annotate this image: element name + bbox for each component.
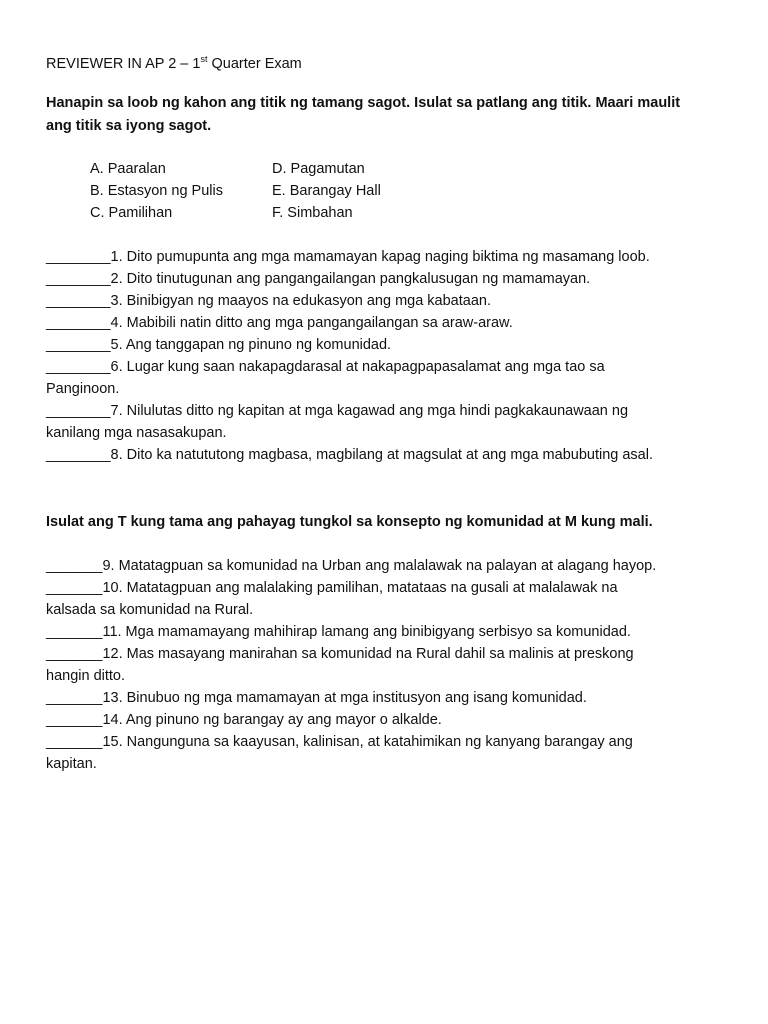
section1-instruction-line1: Hanapin sa loob ng kahon ang titik ng tamang sagot. Isulat sa patlang ang titik. Maari maulit bbox=[46, 95, 681, 111]
section2-instruction: Isulat ang T kung tama ang pahayag tungkol sa konsepto ng komunidad at M kung mali. bbox=[46, 514, 653, 530]
choices-left-column bbox=[90, 160, 223, 226]
question-line: _______11. Mga mamamayang mahihirap lamang ang binibigyang serbisyo sa komunidad. bbox=[46, 624, 631, 640]
question-line: Panginoon. bbox=[46, 381, 120, 397]
choice-item: B. Estasyon ng Pulis bbox=[90, 183, 223, 199]
question-line: hangin ditto. bbox=[46, 668, 126, 684]
title-prefix: REVIEWER IN AP 2 – 1 bbox=[46, 56, 201, 72]
choice-item: C. Pamilihan bbox=[90, 205, 173, 221]
question-line: kapitan. bbox=[46, 756, 97, 772]
question-line: ________1. Dito pumupunta ang mga mamamayan kapag naging biktima ng masamang loob. bbox=[46, 249, 650, 265]
question-line: ________8. Dito ka natututong magbasa, magbilang at magsulat at ang mga mabubuting asal. bbox=[46, 447, 653, 463]
question-line: ________7. Nilulutas ditto ng kapitan at mga kagawad ang mga hindi pagkakaunawaan ng bbox=[46, 403, 629, 419]
question-line: _______9. Matatagpuan sa komunidad na Urban ang malalawak na palayan at alagang hayop. bbox=[46, 558, 657, 574]
section1-instruction-line2: ang titik sa iyong sagot. bbox=[46, 118, 212, 134]
question-line: _______10. Matatagpuan ang malalaking pamilihan, matataas na gusali at malalawak na bbox=[46, 580, 618, 596]
choice-item: E. Barangay Hall bbox=[272, 183, 381, 199]
question-line: ________4. Mabibili natin ditto ang mga pangangailangan sa araw-araw. bbox=[46, 315, 513, 331]
page-title bbox=[46, 50, 302, 73]
question-line: ________3. Binibigyan ng maayos na edukasyon ang mga kabataan. bbox=[46, 293, 491, 309]
question-line: ________2. Dito tinutugunan ang pangangailangan pangkalusugan ng mamamayan. bbox=[46, 271, 591, 287]
choices-right-column bbox=[272, 160, 381, 226]
question-line: ________6. Lugar kung saan nakapagdarasal at nakapagpapasalamat ang mga tao sa bbox=[46, 359, 605, 375]
question-line: kalsada sa komunidad na Rural. bbox=[46, 602, 254, 618]
choice-item: F. Simbahan bbox=[272, 205, 353, 221]
question-line: ________5. Ang tanggapan ng pinuno ng komunidad. bbox=[46, 337, 392, 353]
question-line: _______13. Binubuo ng mga mamamayan at mga institusyon ang isang komunidad. bbox=[46, 690, 587, 706]
choice-item: A. Paaralan bbox=[90, 161, 166, 177]
question-line: _______14. Ang pinuno ng barangay ay ang mayor o alkalde. bbox=[46, 712, 442, 728]
question-line: _______12. Mas masayang manirahan sa komunidad na Rural dahil sa malinis at preskong bbox=[46, 646, 634, 662]
title-superscript: st bbox=[200, 54, 208, 64]
choice-item: D. Pagamutan bbox=[272, 161, 365, 177]
question-line: kanilang mga nasasakupan. bbox=[46, 425, 227, 441]
question-line: _______15. Nangunguna sa kaayusan, kalinisan, at katahimikan ng kanyang barangay ang bbox=[46, 734, 633, 750]
title-suffix: Quarter Exam bbox=[207, 56, 302, 72]
